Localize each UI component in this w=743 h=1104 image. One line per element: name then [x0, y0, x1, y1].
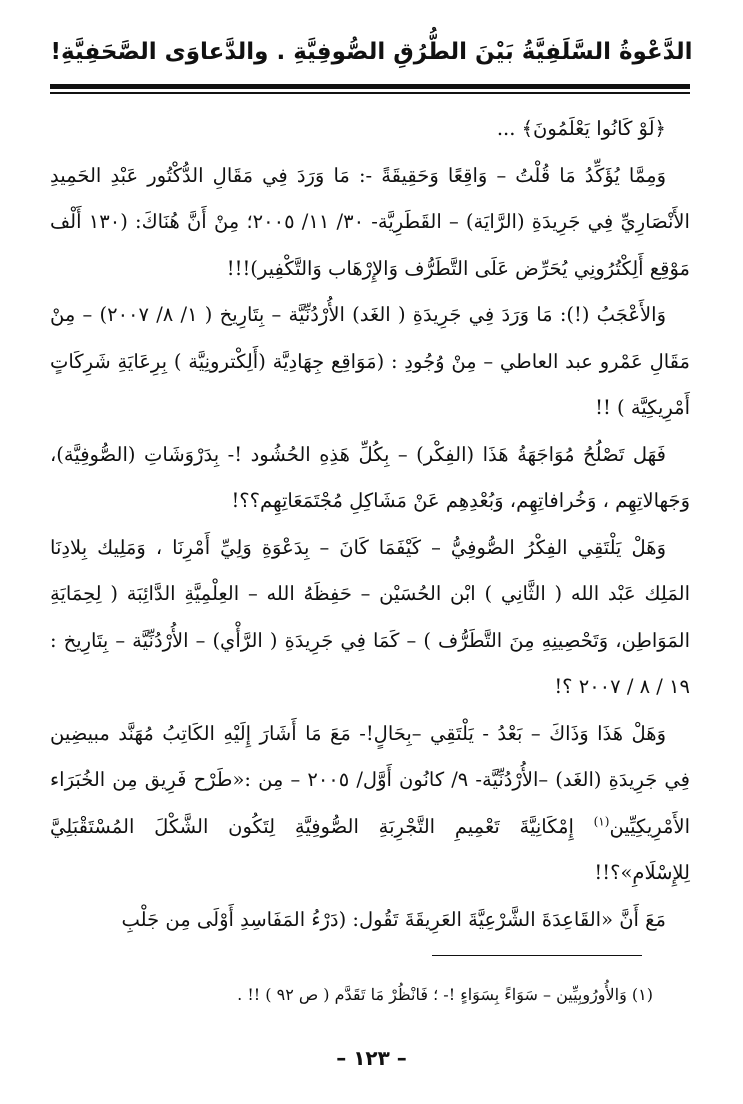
paragraph-quran-verse: ﴿لَوْ كَانُوا يَعْلَمُونَ﴾ ... [496, 117, 666, 140]
paragraph-ghad-article: وَالأَعْجَبُ (!): مَا وَرَدَ فِي جَرِيدَةِ ( الغَد) الأُرْدُنِّيَّة – بِتَارِيخ ( ١/ ٨/ ٢٠٠٧) – مِنْ مَقَالِ عَمْرو عبد العاطي – مِنْ وُجُودِ : (مَوَاقِع جِهَادِيَّة (أَلِكْترونِيَّة ) بِرِعَايَةِ شَرِكَاتٍ أَمْرِيكِيَّة ) !! [50, 303, 690, 419]
page-number: – ١٢٣ – [336, 1046, 407, 1070]
paragraph-sharia-rule: مَعَ أَنَّ «القَاعِدَةَ الشَّرْعِيَّةَ العَرِيقَةَ تَقُول: (دَرْءُ المَفَاسِدِ أَوْلَى مِن جَلْبِ [121, 907, 666, 931]
header-rule-thick [50, 84, 690, 89]
footnote-separator [432, 955, 642, 956]
body-text [50, 106, 690, 943]
paragraph-ansari-article: وَمِمَّا يُؤَكِّدُ مَا قُلْتُ – وَاقِعًا وَحَقِيقَةً -: مَا وَرَدَ فِي مَقَالِ الدُّكْتُور عَبْدِ الحَمِيدِ الأَنْصَارِيِّ فِي جَرِيدَةِ (الرَّايَة) – القَطَرِيَّة- ٣٠/ ١١/ ٢٠٠٥؛ مِنْ أَنَّ هُنَاكَ: (١٣٠ أَلْف مَوْقِع أَلِكْتُرُونِي يُحَرِّض عَلَى التَّطَرُّف وَالإِرْهَاب وَالتَّكْفِير)!!! [50, 163, 690, 280]
running-header-title: الدَّعْوةُ السَّلَفِيَّةُ بَيْنَ الطُّرُقِ الصُّوفِيَّةِ . والدَّعاوَى الصَّحَفِيَّةِ! [50, 39, 693, 65]
paragraph-mubaidin-tail: إِمْكَانِيَّةَ تَعْمِيمِ التَّجْرِبَةِ الصُّوفِيَّةِ لِتَكُون الشَّكْلَ المُسْتَقْبَلِيَّ لِلإِسْلَامِ»؟!! [50, 814, 690, 884]
header-rule-thin [50, 92, 690, 94]
paragraph-sufi-question: فَهَل تَصْلُحُ مُوَاجَهَةُ هَذَا (الفِكْر) – بِكُلِّ هَذِهِ الحُشُود !- بِدَرْوَشَاتِ (الصُّوفِيَّة)، وَجَهالاتِهِم ، وَخُرافاتِهِم، وَبُعْدِهِم عَنْ مَشَاكِلِ مُجْتَمَعَاتِهِم؟؟! [50, 442, 690, 512]
paragraph-king-abdullah: وَهَلْ يَلْتَقِي الفِكْرُ الصُّوفِيُّ – كَيْفَمَا كَانَ – بِدَعْوَةِ وَلِيِّ أَمْرِنَا ، وَمَلِيك بِلادِنَا المَلِك عَبْد الله ( الثَّانِي ) ابْن الحُسَيْن – حَفِظَهُ الله – العِلْمِيَّةِ الدَّائِبَة ( لِحِمَايَةِ المَوَاطِن، وَتَحْصِينِهِ مِنَ التَّطَرُّف ) – كَمَا فِي جَرِيدَةِ ( الرَّأْي) – الأُرْدُنِّيَّة – بِتَارِيخ : ١٩ / ٨ / ٢٠٠٧ ؟! [50, 535, 690, 698]
footnote-reference-marker[interactable]: (١) [593, 814, 610, 828]
footnote-1: (١) وَالأُورُوبِيِّين – سَوَاءً بِسَوَاءٍ !- ؛ فَانْظُرْ مَا تَقَدَّم ( ص ٩٢ ) !! . [237, 985, 653, 1004]
paragraph-mubaidin-text: وَهَلْ هَذَا وَذَاكَ – بَعْدُ - يَلْتَقِي –بِحَالٍ!- مَعَ مَا أَشَارَ إِلَيْهِ الكَاتِبُ مُهَنَّد مبيضِين فِي جَرِيدَةِ (الغَد) –الأُرْدُنِّيَّة- ٩/ كانُون أَوَّل/ ٢٠٠٥ – مِن :«طَرْح فَرِيق مِن الخُبَرَاء الأَمْرِيكِيِّين [50, 721, 690, 838]
paragraph-mubaidin-article [50, 711, 690, 897]
